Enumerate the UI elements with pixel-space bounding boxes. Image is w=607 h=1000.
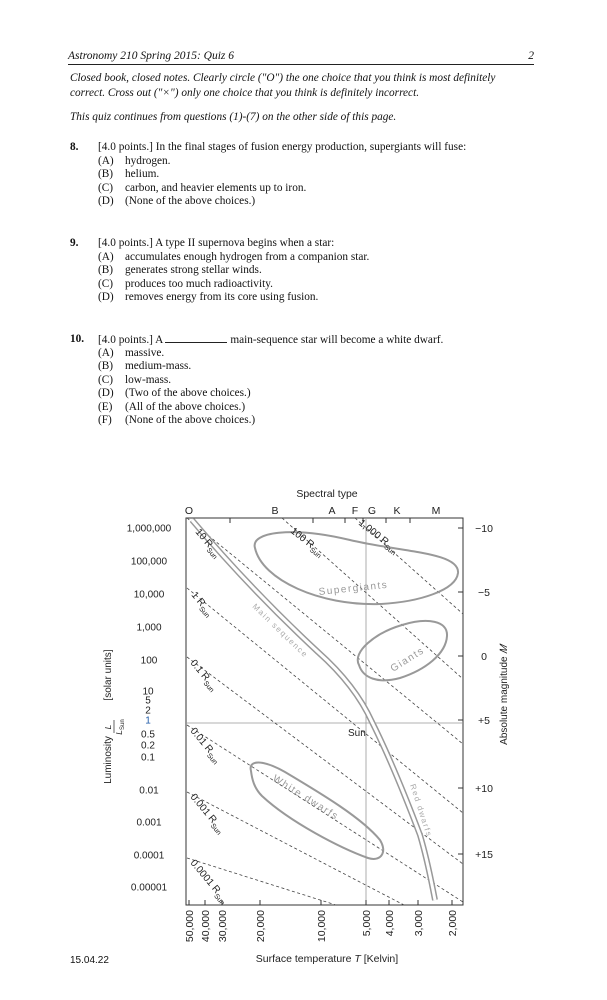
option-letter: (A) <box>98 346 114 359</box>
temperature-tick-label: 10,000 <box>316 910 328 943</box>
luminosity-tick-label: 1 <box>145 715 151 727</box>
stem-before-blank: [4.0 points.] A <box>98 334 163 346</box>
option-text: medium-mass. <box>125 360 192 372</box>
main-sequence-label: Main sequence <box>250 601 310 660</box>
magnitude-tick-label: +10 <box>475 783 493 795</box>
option-text: produces too much radioactivity. <box>125 277 273 290</box>
radius-label-10: 10 $R_{Sun}$ <box>192 526 219 561</box>
option-letter: (C) <box>98 373 114 386</box>
option-text: (Two of the above choices.) <box>125 387 251 399</box>
sun-label: Sun <box>348 728 366 739</box>
luminosity-tick-label: 0.001 <box>136 817 162 829</box>
temperature-tick-label: 5,000 <box>361 910 373 937</box>
radius-label-0p001: 0.001 $R_{Sun}$ <box>187 791 223 837</box>
option-letter: (D) <box>98 195 114 207</box>
spectral-type-label: F <box>351 505 359 517</box>
spectral-type-label: A <box>328 505 336 517</box>
luminosity-tick-label: 2 <box>145 705 151 717</box>
option-text: hydrogen. <box>125 154 171 167</box>
magnitude-tick-label: −5 <box>478 587 490 599</box>
magnitude-tick-label: +5 <box>478 715 490 727</box>
option-letter: (B) <box>98 264 114 276</box>
radius-label-0p0001: 0.0001 $R_{Sun}$ <box>187 857 226 907</box>
main-sequence-band <box>192 517 435 900</box>
luminosity-tick-label: 100,000 <box>130 556 168 568</box>
temperature-tick-label: 30,000 <box>217 910 229 943</box>
continuation-note: This quiz continues from questions (1)-(7) on the other side of this page. <box>70 111 397 123</box>
radius-label-0p01: 0.01 $R_{Sun}$ <box>187 725 219 767</box>
footer-date: 15.04.22 <box>70 955 109 966</box>
luminosity-tick-label: 0.5 <box>141 729 155 741</box>
question-number: 8. <box>70 141 79 153</box>
option-text: (None of the above choices.) <box>125 195 256 207</box>
radius-label-1: 1 $R_{Sun}$ <box>188 589 211 620</box>
luminosity-tick-label: 0.1 <box>141 752 155 764</box>
option-text: accumulates enough hydrogen from a companion star. <box>125 250 370 263</box>
option-letter: (C) <box>98 277 114 290</box>
magnitude-tick-label: +15 <box>475 849 493 861</box>
page-number: 2 <box>528 50 534 62</box>
luminosity-tick-label: 10,000 <box>133 589 165 601</box>
spectral-type-label: O <box>184 505 194 517</box>
temperature-axis-title: Surface temperature T [Kelvin] <box>255 953 399 965</box>
radius-label-1000: 1,000 $R_{Sun}$ <box>356 517 397 558</box>
question-number: 9. <box>70 237 79 249</box>
spectral-type-label: G <box>367 505 377 517</box>
option-text: carbon, and heavier elements up to iron. <box>125 181 307 194</box>
option-letter: (C) <box>98 181 114 194</box>
option-text: (All of the above choices.) <box>125 400 246 413</box>
spectral-type-label: K <box>393 505 401 517</box>
radius-label-100: 100 $R_{Sun}$ <box>288 525 323 561</box>
luminosity-ratio-numerator: L <box>103 724 113 730</box>
stem-after-blank: main-sequence star will become a white dwarf. <box>230 334 444 346</box>
temperature-tick-label: 20,000 <box>255 910 267 943</box>
luminosity-tick-label: 0.0001 <box>133 850 165 862</box>
luminosity-tick-label: 10 <box>142 686 154 698</box>
question-stem: [4.0 points.] In the final stages of fusion energy production, supergiants will fuse: <box>98 141 467 153</box>
magnitude-tick-label: −10 <box>475 523 493 535</box>
temperature-tick-label: 4,000 <box>384 910 396 937</box>
temperature-tick-label: 50,000 <box>184 910 196 943</box>
temperature-tick-label: 2,000 <box>447 910 459 937</box>
option-letter: (B) <box>98 168 114 180</box>
magnitude-tick-label: 0 <box>481 651 487 663</box>
option-letter: (A) <box>98 154 114 167</box>
giants-label: Giants <box>388 645 427 675</box>
option-letter: (B) <box>98 360 114 372</box>
option-letter: (F) <box>98 414 112 426</box>
option-letter: (A) <box>98 250 114 263</box>
temperature-tick-label: 40,000 <box>200 910 212 943</box>
luminosity-tick-label: 0.01 <box>139 785 159 797</box>
spectral-type-label: M <box>431 505 441 517</box>
quiz-title: Astronomy 210 Spring 2015: Quiz 6 <box>68 50 235 62</box>
option-text: generates strong stellar winds. <box>125 264 262 276</box>
luminosity-tick-label: 0.2 <box>141 740 155 752</box>
supergiants-label: Supergiants <box>318 579 389 598</box>
temperature-tick-label: 3,000 <box>413 910 425 937</box>
option-text: helium. <box>125 168 160 180</box>
luminosity-ratio-denominator: $L_{Sun}$ <box>114 719 126 735</box>
spectral-type-title: Spectral type <box>296 488 358 500</box>
instructions-line-2: correct. Cross out ("×") only one choice that you think is definitely incorrect. <box>70 87 420 99</box>
radius-label-0p1: 0.1 $R_{Sun}$ <box>187 657 215 695</box>
white-dwarfs-label: White dwarfs <box>270 773 341 823</box>
luminosity-tick-label: 1,000,000 <box>126 523 172 535</box>
luminosity-tick-label: 0.00001 <box>130 882 168 894</box>
option-letter: (D) <box>98 387 114 399</box>
option-text: removes energy from its core using fusion. <box>125 291 319 303</box>
spectral-type-label: B <box>271 505 279 517</box>
option-letter: (E) <box>98 400 113 413</box>
luminosity-tick-label: 1,000 <box>136 622 162 634</box>
giants-region <box>358 621 447 680</box>
question-stem: [4.0 points.] A type II supernova begins when a star: <box>98 237 335 249</box>
luminosity-tick-label: 5 <box>145 695 151 707</box>
option-text: low-mass. <box>125 373 172 386</box>
instructions-line-1: Closed book, closed notes. Clearly circle ("O") the one choice that you think is most definitely <box>70 72 496 84</box>
option-letter: (D) <box>98 291 114 303</box>
magnitude-axis-title: Absolute magnitude 𝑀 <box>499 645 510 745</box>
question-number: 10. <box>70 333 85 345</box>
option-text: massive. <box>125 346 165 359</box>
red-dwarfs-label: Red dwarfs <box>408 782 434 839</box>
option-text: (None of the above choices.) <box>125 414 256 426</box>
luminosity-tick-label: 100 <box>140 655 158 667</box>
main-sequence-core <box>192 517 435 900</box>
luminosity-axis-units: [solar units] <box>103 649 114 701</box>
luminosity-axis-title: Luminosity <box>103 736 114 784</box>
